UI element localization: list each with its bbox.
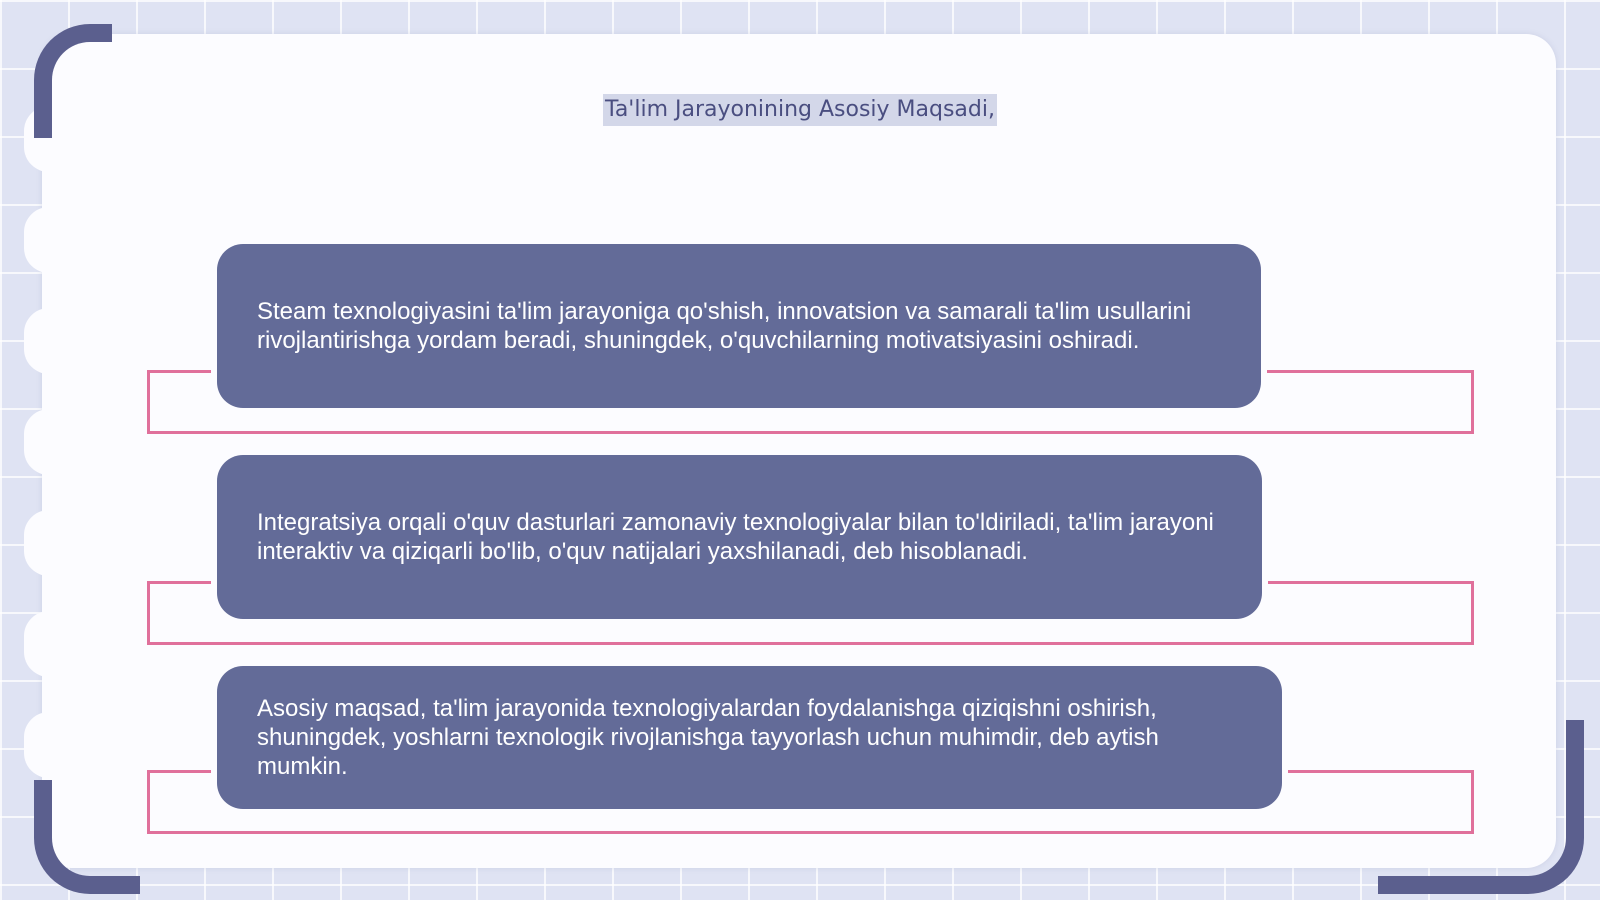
paper-tab <box>24 712 74 778</box>
corner-bracket-bottom-left <box>34 780 140 894</box>
paper-tab <box>24 207 74 273</box>
content-card-1[interactable] <box>217 244 1261 408</box>
card-text: Steam texnologiyasini ta'lim jarayoniga qo'shish, innovatsion va samarali ta'lim usullarini rivojlantirishga yordam beradi, shuningdek, o'quvchilarning motivatsiyasini oshiradi. <box>257 298 1192 354</box>
content-card-2[interactable] <box>217 455 1262 619</box>
slide-title[interactable]: Ta'lim Jarayonining Asosiy Maqsadi, <box>603 94 997 126</box>
paper-tab <box>24 308 74 374</box>
paper-tab <box>24 510 74 576</box>
title-container <box>0 94 1600 126</box>
paper-tab <box>24 409 74 475</box>
card-text: Asosiy maqsad, ta'lim jarayonida texnologiyalardan foydalanishga qiziqishni oshirish, shuningdek, yoshlarni texnologik rivojlanishga tayyorlash uchun muhimdir, deb aytish mumkin. <box>257 695 1159 780</box>
card-text: Integratsiya orqali o'quv dasturlari zamonaviy texnologiyalar bilan to'ldiriladi, ta'lim jarayoni interaktiv va qiziqarli bo'lib, o'quv natijalari yaxshilanadi, deb hisoblanadi. <box>257 509 1214 565</box>
content-card-3[interactable] <box>217 666 1282 809</box>
paper-tab <box>24 611 74 677</box>
